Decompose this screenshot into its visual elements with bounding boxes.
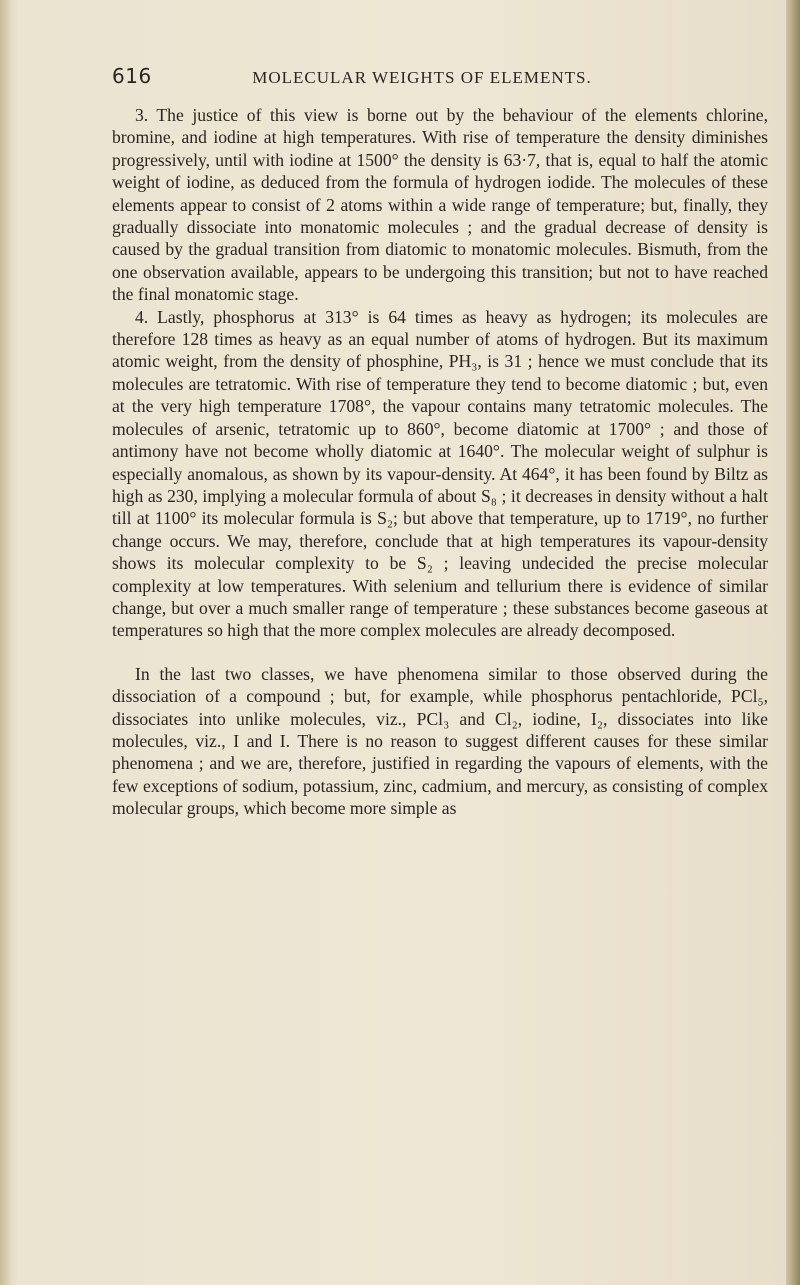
page-gutter: [0, 0, 10, 1285]
page-edge: [786, 0, 800, 1285]
paragraph-dissociation: In the last two classes, we have phenomena similar to those observed during the dissociation of a compound ; but, for example, while phosphorus pentachloride, PCl₅, dissociates into unlike molecules, viz., PCl₃ and Cl₂, iodine, I₂, dissociates into like molecules, viz., I and I. There is no reason to suggest different causes for these similar phenomena ; and we are, therefore, justified in regarding the vapours of elements, with the few exceptions of sodium, potassium, zinc, cadmium, and mercury, as consisting of complex molecular groups, which become more simple as: [112, 663, 768, 819]
page-header: [112, 64, 772, 92]
running-head: MOLECULAR WEIGHTS OF ELEMENTS.: [252, 68, 592, 87]
paragraph-halogens: 3. The justice of this view is borne out by the behaviour of the elements chlorine, bromine, and iodine at high temperatures. With rise of temperature the density diminishes progressively, until with iodine at 1500° the density is 63·7, that is, equal to half the atomic weight of iodine, as deduced from the formula of hydrogen iodide. The molecules of these elements appear to consist of 2 atoms within a wide range of temperature; but, finally, they gradually dissociate into monatomic molecules ; and the gradual decrease of density is caused by the gradual transition from diatomic to monatomic molecules. Bismuth, from the one observation available, appears to be undergoing this transition; but not to have reached the final monatomic stage.: [112, 105, 768, 305]
body-text: [112, 104, 768, 820]
page-number: 616: [112, 64, 152, 88]
paragraph-phosphorus: 4. Lastly, phosphorus at 313° is 64 times as heavy as hydrogen; its molecules are therefore 128 times as heavy as an equal number of atoms of hydrogen. But its maximum atomic weight, from the density of phosphine, PH₃, is 31 ; hence we must conclude that its molecules are tetratomic. With rise of temperature they tend to become diatomic ; but, even at the very high temperature 1708°, the vapour contains many tetratomic molecules. The molecules of arsenic, tetratomic up to 860°, become diatomic at 1700° ; and those of antimony have not become wholly diatomic at 1640°. The molecular weight of sulphur is especially anomalous, as shown by its vapour-density. At 464°, it has been found by Biltz as high as 230, implying a molecular formula of about S₈ ; it decreases in density without a halt till at 1100° its molecular formula is S₂; but above that temperature, up to 1719°, no further change occurs. We may, therefore, conclude that at high temperatures its vapour-density shows its molecular complexity to be S₂ ; leaving undecided the precise molecular complexity at low temperatures. With selenium and tellurium there is evidence of similar change, but over a much smaller range of temperature ; these substances become gaseous at temperatures so high that the more complex molecules are already decomposed.: [112, 306, 768, 641]
